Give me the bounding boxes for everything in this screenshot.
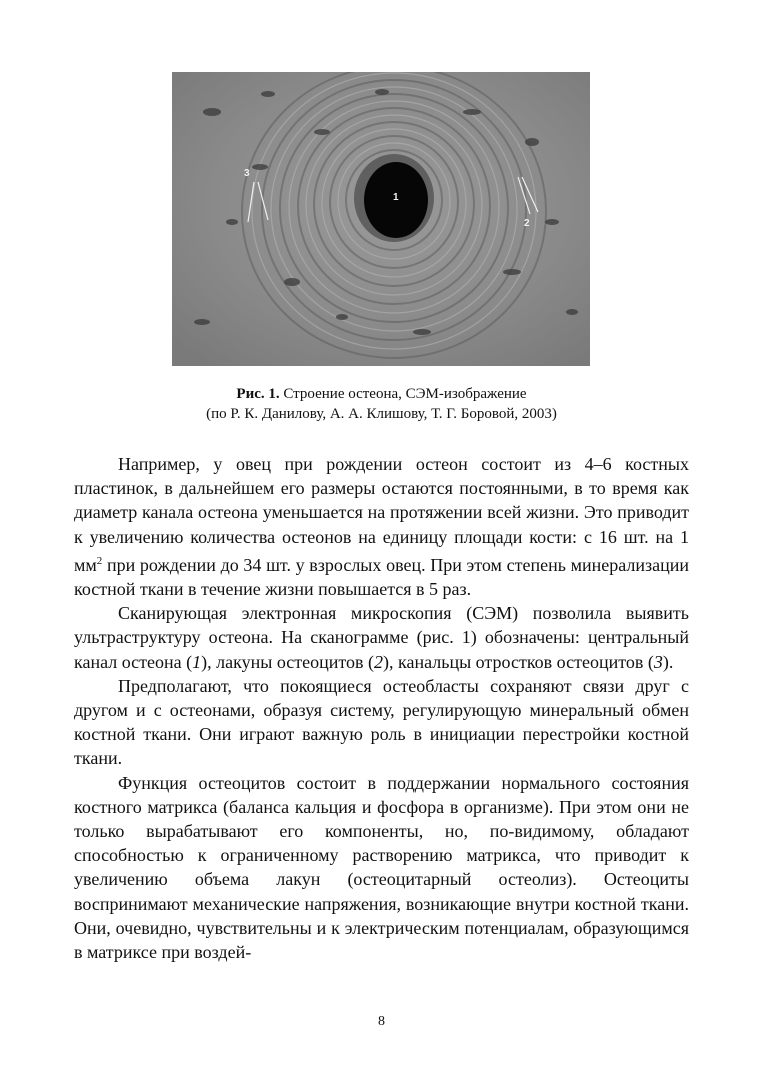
- page-number: 8: [378, 1014, 385, 1029]
- p2-ref-1: 1: [192, 651, 202, 672]
- p2-text-c: ), канальцы отростков остеоцитов (: [383, 651, 654, 672]
- body-text: [74, 452, 689, 964]
- p1-text-a: Например, у овец при рождении остеон состоит из 4–6 костных пластинок, в дальнейшем его размеры остаются постоянными, в то время как диаметр канала остеона уменьшается на протяжении всей жизни. Это приводит к увеличению количества остеонов на единицу площади кости: с 16 шт. на 1 мм: [74, 454, 689, 575]
- p2-ref-3: 3: [653, 651, 663, 672]
- paragraph-4: Функция остеоцитов состоит в поддержании нормального состояния костного матрикса (баланса кальция и фосфора в организме). При этом они не только вырабатывают его компоненты, но, по-видимому, обладают способностью к ограниченному растворению матрикса, что приводит к увеличению объема лакун (остеоцитарный остеолиз). Остеоциты воспринимают механические напряжения, возникающие внутри костной ткани. Они, очевидно, чувствительны и к электрическим потенциалам, образующимся в матриксе при воздей-: [74, 772, 689, 963]
- p2-text-d: ).: [662, 651, 674, 672]
- label-lacuna: 2: [524, 218, 530, 229]
- caption-title: Строение остеона, СЭМ-изображение: [279, 386, 527, 402]
- paragraph-1: [74, 452, 689, 601]
- paragraph-2: [74, 601, 689, 674]
- label-central-canal: 1: [393, 192, 399, 203]
- p2-text-a: Сканирующая электронная микроскопия (СЭМ) позволила выявить ультраструктуру остеона. На сканограмме (рис. 1) обозначены: центральный канал остеона (: [74, 603, 689, 672]
- p1-text-b: при рождении до 34 шт. у взрослых овец. При этом степень минерализации костной ткани в течение жизни повышается в 5 раз.: [74, 554, 689, 600]
- caption-source: (по Р. К. Данилову, А. А. Клишову, Т. Г. Боровой, 2003): [206, 406, 557, 422]
- p2-text-b: ), лакуны остеоцитов (: [201, 651, 375, 672]
- figure-caption: [60, 384, 703, 424]
- sem-osteon-image: [172, 72, 590, 366]
- p1-superscript: 2: [96, 554, 103, 567]
- paragraph-3: Предполагают, что покоящиеся остеобласты сохраняют связи друг с другом и с остеонами, образуя систему, регулирующую минеральный обмен костной ткани. Они играют важную роль в инициации перестройки костной ткани.: [74, 675, 689, 769]
- label-canaliculi: 3: [244, 168, 250, 179]
- p2-ref-2: 2: [374, 651, 384, 672]
- caption-label: Рис. 1.: [236, 386, 280, 402]
